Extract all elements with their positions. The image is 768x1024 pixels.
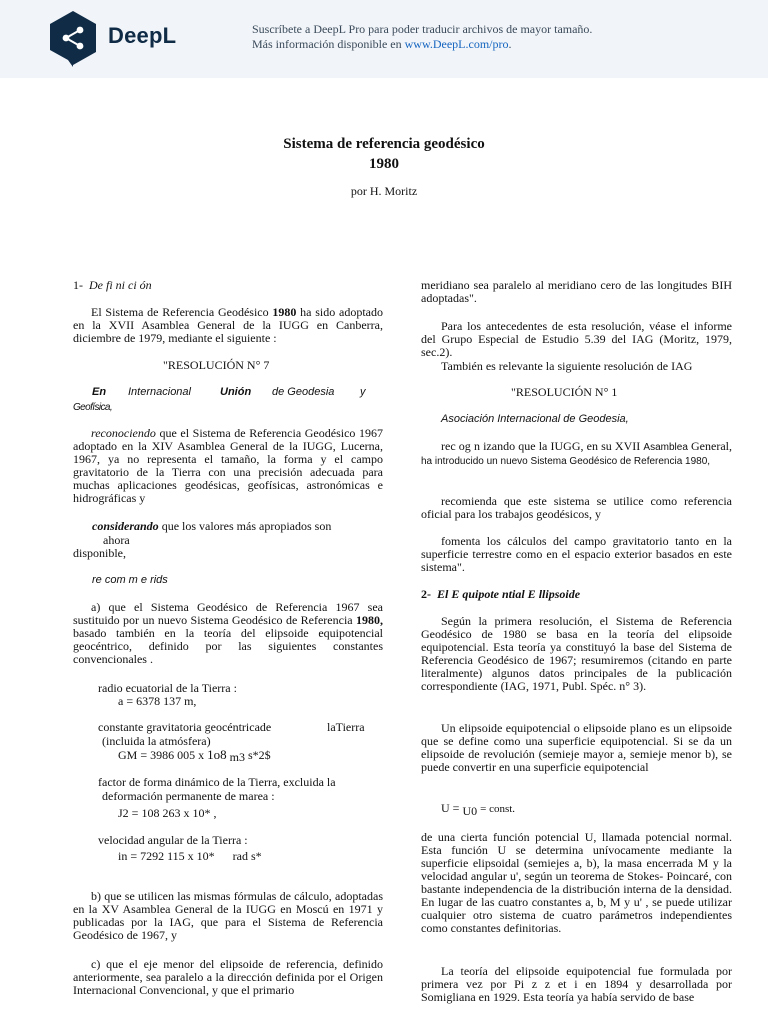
gm-label: constante gravitatoria geocéntricade bbox=[98, 720, 272, 734]
teoria-paragraph: La teoría del elipsoide equipotencial fue formulada por primera vez por Pi z z et i en 1894 y desarrollada por Somigliana en 1929. Esta teoría ya había servido de base bbox=[421, 964, 732, 1004]
iugg-geofisica: Geofísica, bbox=[73, 402, 113, 413]
considerando-line: considerando que los valores más apropiados son bbox=[92, 519, 332, 533]
meridian-continuation: meridiano sea paralelo al meridiano cero de las longitudes BIH adoptadas". bbox=[421, 278, 732, 305]
resolution-1-heading: "RESOLUCIÓN N° 1 bbox=[511, 385, 618, 399]
reconociendo-paragraph: reconociendo que el Sistema de Referencia Geodésico 1967 adoptado en la XIV Asamblea General de la IUGG, Lucerna, 1967, ya no representa el tamaño, la forma y el campo gravitatorio de la Tierra con una precisión adecuada para muchas aplicaciones geodésicas, geofísicas, astronómicas e hidrográficas y bbox=[73, 426, 383, 505]
considerando-disponible: disponible, bbox=[73, 546, 126, 560]
deepl-logo-text[interactable]: DeepL bbox=[108, 23, 177, 48]
antecedentes-paragraph: Para los antecedentes de esta resolución, véase el informe del Grupo Especial de Estudio 5.39 del IAG (Moritz, 1979, sec.2). bbox=[421, 319, 732, 359]
clause-c-paragraph: c) que el eje menor del elipsoide de referencia, definido anteriormente, sea paralelo a la dirección definida por el Origen Internacional Convencional, y que el primario bbox=[73, 957, 383, 997]
gm-value: GM = 3986 005 x 1o8 m3 s*2$ bbox=[118, 747, 271, 764]
recomienda-label: re com m e rids bbox=[92, 574, 168, 586]
relevante-line: También es relevante la siguiente resolución de IAG bbox=[441, 359, 693, 373]
intro-paragraph: El Sistema de Referencia Geodésico 1980 ha sido adoptado en la XVII Asamblea General de la IUGG en Canberra, diciembre de 1979, mediante el siguiente : bbox=[73, 305, 383, 345]
resolution-7-heading: "RESOLUCIÓN N° 7 bbox=[163, 358, 270, 372]
segun-paragraph: Según la primera resolución, el Sistema de Referencia Geodésico de 1980 se basa en la teoría del elipsoide equipotencial. Esta teoría ya constituyó la base del Sistema de Referencia Geodésico de 1967; resumiremos (citando en parte literalmente) algunos datos principales de la publicación correspondiente (IAG, 1971, Publ. Spéc. n° 3). bbox=[421, 614, 732, 693]
potential-equation: U = U0 = const. bbox=[441, 801, 516, 818]
section-2-heading: 2- El E quipote ntial E llipsoide bbox=[421, 587, 581, 601]
document-title: Sistema de referencia geodésico bbox=[283, 136, 485, 152]
author-byline: por H. Moritz bbox=[350, 184, 418, 198]
considerando-ahora: ahora bbox=[103, 533, 130, 547]
recomienda-paragraph: recomienda que este sistema se utilice como referencia oficial para los trabajos geodésicos, y bbox=[421, 494, 732, 521]
pro-notice-line1: Suscríbete a DeepL Pro para poder traducir archivos de mayor tamaño. bbox=[252, 22, 593, 36]
deepl-pro-link[interactable]: www.DeepL.com/pro bbox=[404, 37, 509, 51]
fomenta-paragraph: fomenta los cálculos del campo gravitatorio tanto en la superficie terrestre como en el espacio exterior basados en este sistema". bbox=[421, 534, 732, 574]
pro-notice-line2: Más información disponible en www.DeepL.com/pro. bbox=[252, 37, 512, 51]
gm-label-atmosfera: (incluida la atmósfera) bbox=[102, 734, 211, 748]
deepl-banner bbox=[0, 0, 768, 78]
clause-b-paragraph: b) que se utilicen las mismas fórmulas de cálculo, adoptadas en la XV Asamblea General de la IUGG en Moscú en 1971 y publicadas por la IAG, que para el Sistema de Referencia Geodésico de 1967, y bbox=[73, 889, 383, 942]
clause-a-paragraph: a) que el Sistema Geodésico de Referencia 1967 sea sustituido por un nuevo Sistema Geodésico de Referencia 1980, basado también en la teoría del elipsoide equipotencial geocéntrico, definido por las siguientes constantes convencionales . bbox=[73, 600, 383, 666]
j2-label: factor de forma dinámico de la Tierra, excluida la bbox=[98, 775, 336, 789]
funcion-paragraph: de una cierta función potencial U, llamada potencial normal. Esta función U se determina unívocamente mediante la superficie elipsoidal (semiejes a, b), la masa encerrada M y la velocidad angular u', según un teorema de Stokes- Poincaré, con bastante independencia de la distribución interna de la densidad. En lugar de las cuatro constantes a, b, M y u' , se puede utilizar cualquier otro sistema de cuatro parámetros independientes como constantes definitorias. bbox=[421, 830, 732, 935]
j2-value: J2 = 108 263 x 10* , bbox=[118, 806, 217, 820]
angular-velocity-label: velocidad angular de la Tierra : bbox=[98, 833, 248, 847]
iag-name: Asociación Internacional de Geodesia, bbox=[441, 413, 629, 425]
radio-label: radio ecuatorial de la Tierra : bbox=[98, 681, 237, 695]
j2-label-marea: deformación permanente de marea : bbox=[102, 789, 275, 803]
deepl-logo-icon[interactable] bbox=[48, 10, 98, 68]
angular-velocity-value: in = 7292 115 x 10* rad s* bbox=[118, 849, 262, 863]
gm-label-tierra: laTierra bbox=[327, 720, 365, 734]
iugg-name-line: En Internacional Unión de Geodesia y bbox=[92, 386, 366, 398]
radio-value: a = 6378 137 m, bbox=[118, 694, 197, 708]
document-title-year: 1980 bbox=[369, 156, 399, 172]
section-1-heading: 1- De fi ni ci ón bbox=[73, 278, 152, 292]
elipsoide-paragraph: Un elipsoide equipotencial o elipsoide plano es un elipsoide que se define como una superficie equipotencial. Si se da un elipsoide de revolución (semieje mayor a, semieje menor b), se puede convertir en una superficie equipotencial bbox=[421, 721, 732, 774]
reconociendo-iag-paragraph: rec og n izando que la IUGG, en su XVII Asamblea General, ha introducido un nuevo Sistema Geodésico de Referencia 1980, bbox=[421, 439, 732, 467]
pro-notice bbox=[252, 22, 592, 52]
